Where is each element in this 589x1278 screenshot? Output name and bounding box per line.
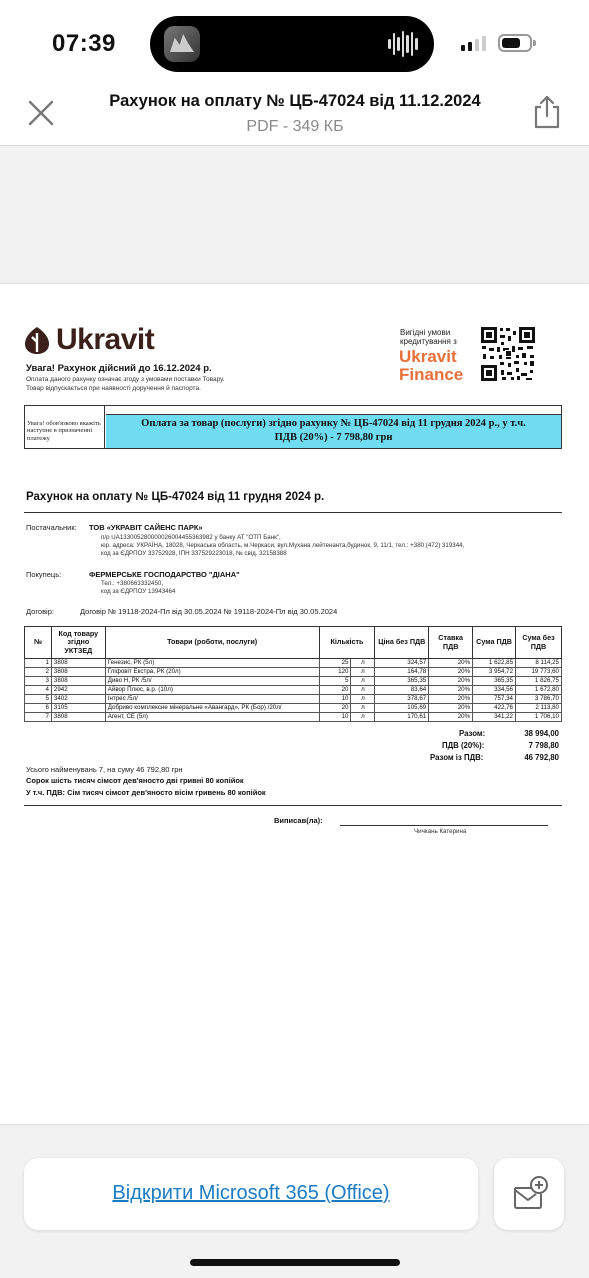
row-sum: 8 114,25 [516,659,562,668]
grand-total-value: 46 792,80 [524,753,559,762]
table-header-row [25,627,562,659]
row-price: 105,69 [375,704,429,713]
row-number: 6 [25,704,52,713]
buyer-code: код за ЄДРПОУ 13943464 [101,588,176,595]
row-unit: л [351,677,375,686]
row-sum: 19 773,60 [516,668,562,677]
contract-label: Договір: [26,607,54,616]
payment-purpose-line1: Оплата за товар (послуги) згідно рахунку № ЦБ-47024 від 11 грудня 2024 р., у т.ч. [141,418,526,429]
row-vat-sum: 365,35 [473,677,516,686]
row-quantity: 10 [319,695,351,704]
row-number: 4 [25,686,52,695]
row-vat-sum: 422,76 [473,704,516,713]
status-bar [0,0,589,80]
supplier-codes: код за ЄДРПОУ 33752928, ІПН 337529223018, № свід. 32158388 [101,550,287,557]
row-code: 3808 [51,713,105,722]
total-value: 38 994,00 [524,729,559,738]
row-unit: л [351,659,375,668]
row-vat-sum: 334,56 [473,686,516,695]
home-indicator[interactable] [190,1259,400,1266]
table-row [25,659,562,668]
col-header-vat-rate: Ставка ПДВ [429,627,473,659]
row-quantity: 20 [319,686,351,695]
mail-button[interactable] [494,1158,564,1230]
row-vat-rate: 20% [429,686,473,695]
vat-value: 7 798,80 [528,741,559,750]
row-number: 5 [25,695,52,704]
row-vat-rate: 20% [429,668,473,677]
row-code: 3402 [51,695,105,704]
terms-note: Оплата даного рахунку означає згоду з умовами поставки Товару. [26,376,225,383]
open-in-office-button[interactable] [24,1158,478,1230]
logo-text: Ukravit [56,323,155,356]
total-label: Разом: [459,729,486,738]
ukravit-logo [24,324,154,356]
col-header-sum: Сума без ПДВ [516,627,562,659]
row-sum: 1 826,75 [516,677,562,686]
row-sum: 2 113,80 [516,704,562,713]
row-number: 3 [25,677,52,686]
row-vat-sum: 1 622,85 [473,659,516,668]
supplier-label: Постачальник: [26,523,77,532]
col-header-code: Код товару згідно УКТЗЕД [51,627,105,659]
row-quantity: 20 [319,704,351,713]
buyer-label: Покупець: [26,570,62,579]
row-unit: л [351,695,375,704]
pdf-page[interactable] [0,284,589,1124]
row-vat-sum: 757,34 [473,695,516,704]
row-goods: Генезис, РК (5л) [105,659,319,668]
row-goods: Гліфовіт Екстра, РК (20л) [105,668,319,677]
row-goods: Інтрес /5л/ [105,695,319,704]
payment-purpose-topline [106,406,561,415]
table-row [25,668,562,677]
supplier-address: юр. адреса: УКРАЇНА, 18028, Черкаська область, м.Черкаси, вул.Мухана лейтенанта,будинок, 9, 11/1, тел.: +380 (472) 319344, [101,542,465,549]
row-goods: Агент, СЕ (5л) [105,713,319,722]
payment-purpose-box [24,405,562,449]
share-icon[interactable] [532,94,562,130]
row-number: 2 [25,668,52,677]
table-row [25,713,562,722]
status-time: 07:39 [52,30,116,57]
table-row [25,686,562,695]
row-vat-rate: 20% [429,677,473,686]
table-row [25,704,562,713]
qr-code-icon [480,326,536,382]
supplier-account: п/р UA133005280000026004455363982 у банку АТ "ОТП Банк", [101,534,281,541]
row-goods: Добриво комплексне мінеральне «Авангард», РК (Бор) /20л/ [105,704,319,713]
row-vat-rate: 20% [429,704,473,713]
finance-heading: Вигідні умови кредитування з [400,328,457,347]
row-vat-sum: 3 954,72 [473,668,516,677]
buyer-phone: Тел.: +380663332450, [101,580,164,587]
payment-purpose-text [106,415,561,448]
row-quantity: 5 [319,677,351,686]
validity-notice: Увага! Рахунок дійсний до 16.12.2024 р. [26,363,212,374]
row-quantity: 10 [319,713,351,722]
document-file-info: PDF - 349 КБ [246,118,344,135]
table-row [25,677,562,686]
payment-purpose-line2: ПДВ (20%) - 7 798,80 грн [274,432,393,444]
mail-add-icon [512,1176,548,1210]
row-vat-sum: 341,22 [473,713,516,722]
row-vat-rate: 20% [429,659,473,668]
col-header-number: № [25,627,52,659]
issued-by-label: Виписав(ла): [274,816,323,825]
row-number: 7 [25,713,52,722]
finance-brand-line2: Finance [399,365,464,384]
row-price: 324,57 [375,659,429,668]
open-in-office-label: Відкрити Microsoft 365 (Office) [112,1182,390,1204]
contract-value: Договір № 19118-2024-Пл від 30.05.2024 № 19118-2024-Пл від 30.05.2024 [80,607,338,616]
issued-by-name: Чичкань Катерина [414,828,467,835]
now-playing-artwork-icon [164,26,200,62]
row-code: 2942 [51,686,105,695]
audio-waveform-icon [388,30,418,58]
leaf-logo-icon [24,325,50,355]
items-table [24,626,562,722]
payment-purpose-label: Увага! обов'язково вкажіть наступне в призначенні платежу [25,406,105,448]
buyer-name: ФЕРМЕРСЬКЕ ГОСПОДАРСТВО "ДІАНА" [89,570,240,579]
document-title: Рахунок на оплату № ЦБ-47024 від 11.12.2024 [109,92,481,110]
cellular-signal-icon [461,36,486,51]
row-price: 365,35 [375,677,429,686]
row-unit: л [351,686,375,695]
invoice-title: Рахунок на оплату № ЦБ-47024 від 11 грудня 2024 р. [26,491,325,503]
col-header-vat-sum: Сума ПДВ [473,627,516,659]
row-goods: Диво Н, РК /5л/ [105,677,319,686]
row-price: 170,61 [375,713,429,722]
row-unit: л [351,668,375,677]
supplier-name: ТОВ «УКРАВІТ САЙЕНС ПАРК» [89,523,203,532]
divider [24,512,562,513]
row-price: 83,64 [375,686,429,695]
row-number: 1 [25,659,52,668]
row-quantity: 25 [319,659,351,668]
row-vat-rate: 20% [429,713,473,722]
row-code: 3808 [51,677,105,686]
row-code: 3808 [51,668,105,677]
total-in-words: Сорок шість тисяч сімсот дев'яносто дві гривні 80 копійок [26,776,244,785]
battery-icon [498,34,532,52]
col-header-price: Ціна без ПДВ [375,627,429,659]
release-note: Товар відпускається при наявності доручення й паспорта. [26,385,201,392]
vat-label: ПДВ (20%): [442,741,485,750]
signature-line [340,825,548,826]
row-unit: л [351,704,375,713]
summary-line: Усього найменувань 7, на суму 46 792,80 грн [26,765,183,774]
row-sum: 1 706,10 [516,713,562,722]
row-sum: 3 786,70 [516,695,562,704]
preview-header [0,80,589,146]
row-code: 3105 [51,704,105,713]
row-goods: Айвор Плюс, в.р. (10л) [105,686,319,695]
grand-total-label: Разом із ПДВ: [430,753,484,762]
row-unit: л [351,713,375,722]
row-sum: 1 672,80 [516,686,562,695]
row-quantity: 120 [319,668,351,677]
table-row [25,695,562,704]
row-vat-rate: 20% [429,695,473,704]
close-icon[interactable] [26,98,56,128]
row-code: 3808 [51,659,105,668]
row-price: 378,67 [375,695,429,704]
vat-in-words: У т.ч. ПДВ: Сім тисяч сімсот дев'яносто вісім гривень 80 копійок [26,788,266,797]
row-price: 164,78 [375,668,429,677]
finance-brand-line1: Ukravit [399,347,457,366]
col-header-goods: Товари (роботи, послуги) [105,627,319,659]
divider [24,805,562,806]
col-header-quantity: Кількість [319,627,375,659]
dynamic-island[interactable] [150,16,434,72]
